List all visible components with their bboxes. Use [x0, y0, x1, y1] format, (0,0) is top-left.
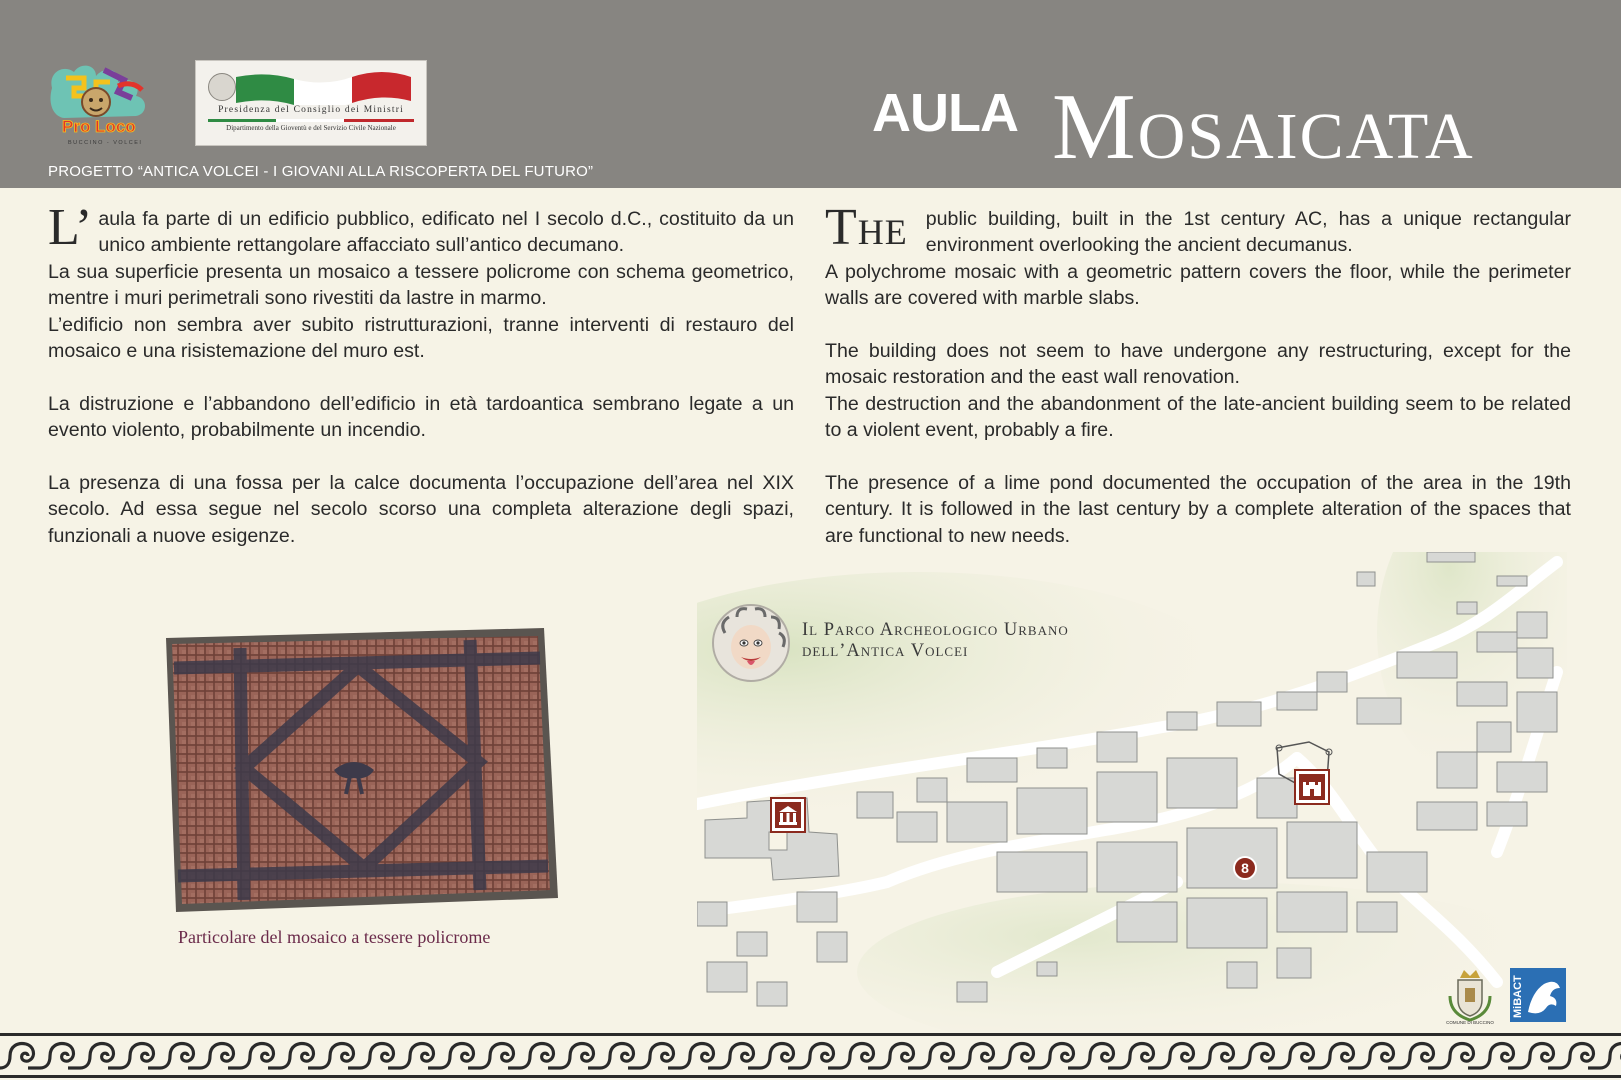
presidenza-logo — [195, 60, 427, 146]
park-title-line-2: dell’Antica Volcei — [802, 641, 969, 661]
english-paragraph-5: The presence of a lime pond documented the occupation of the area in the 19th century. It is followed in the last century by a complete alteration of the spaces that are functional to new needs. — [825, 472, 1571, 547]
italian-paragraph-4: La distruzione e l’abbandono dell’edificio in età tardoantica sembrano legate a un evento violento, probabilmente un incendio. — [48, 392, 794, 442]
proloco-logo — [44, 58, 162, 148]
comune-label: COMUNE DI BUCCINO — [1446, 1020, 1494, 1025]
title-aula: AULA — [872, 83, 1018, 143]
site-marker-8 — [1234, 857, 1256, 879]
mibact-logo — [1510, 968, 1566, 1022]
english-paragraph-3: The building does not seem to have undergone any restructuring, except for the mosaic restoration and the east wall renovation. — [825, 340, 1571, 389]
english-paragraph-2: A polychrome mosaic with a geometric pattern covers the floor, while the perimeter walls are covered with marble slabs. — [825, 260, 1571, 310]
italian-dropcap: L’ — [48, 199, 93, 256]
park-title-line-1: Il Parco Archeologico Urbano — [802, 620, 1069, 640]
english-dropcap: The — [825, 199, 908, 256]
italian-text — [48, 199, 794, 549]
italian-flag-icon — [236, 71, 411, 105]
photo-caption: Particolare del mosaico a tessere policrome — [178, 927, 491, 947]
project-name: PROGETTO “ANTICA VOLCEI - I GIOVANI ALLA RISCOPERTA DEL FUTURO” — [48, 163, 594, 180]
mosaic-photo — [160, 628, 560, 913]
title-mosaicata: Mosaicata — [1052, 75, 1475, 179]
header-bar — [0, 0, 1621, 188]
tricolor-rule — [208, 119, 414, 122]
proloco-name: Pro Loco — [62, 117, 136, 136]
english-paragraph-1: public building, built in the 1st century AC, has a unique rectangular environment overlooking the ancient decumanus. — [925, 208, 1571, 257]
republic-emblem-icon — [208, 73, 236, 101]
department-name: Dipartimento della Gioventù e del Servizio Civile Nazionale — [226, 124, 396, 132]
mibact-label: MiBACT — [1512, 975, 1524, 1018]
museum-icon — [771, 798, 805, 832]
italian-paragraph-3: L’edificio non sembra aver subito ristrutturazioni, tranne interventi di restauro del mosaico e una risistemazione del muro est. — [48, 313, 794, 363]
english-paragraph-4: The destruction and the abandonment of the late-ancient building seem to be related to a violent event, probably a fire. — [825, 392, 1571, 442]
castle-icon — [1295, 770, 1329, 804]
medusa-logo — [711, 603, 791, 683]
proloco-subtitle: BUCCINO - VOLCEI — [68, 140, 143, 146]
site-marker-number: 8 — [1241, 860, 1249, 876]
italian-paragraph-2: La sua superficie presenta un mosaico a tessere policrome con schema geometrico, mentre i muri perimetrali sono rivestiti da lastre in marmo. — [48, 260, 794, 310]
italian-paragraph-1: aula fa parte di un edificio pubblico, edificato nel I secolo d.C., costituito da un unico ambiente rettangolare affacciato sull’antico decumano. — [98, 208, 794, 257]
italian-paragraph-5: La presenza di una fossa per la calce documenta l’occupazione dell’area nel XIX secolo. Ad essa segue nel secolo scorso una completa alterazione degli spazi, funzionali a nuove esigenze. — [48, 472, 794, 547]
english-text — [825, 199, 1571, 549]
park-title — [802, 620, 1069, 662]
greek-wave-border — [0, 1032, 1621, 1080]
presidenza-name: Presidenza del Consiglio dei Ministri — [218, 105, 404, 115]
comune-crest-icon — [1444, 966, 1496, 1028]
